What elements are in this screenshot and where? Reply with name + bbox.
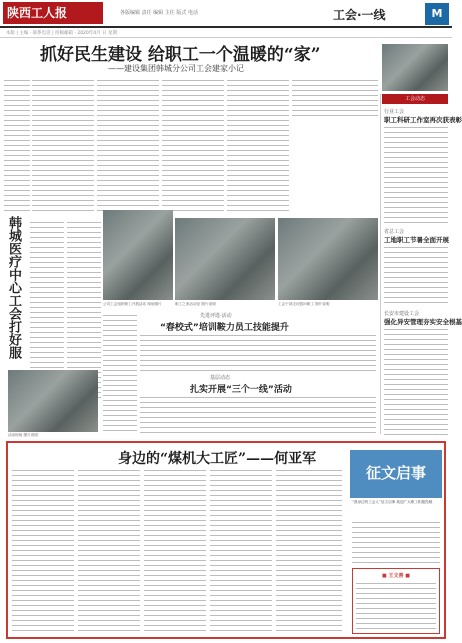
brief-3-title: 强化异安管理夯实安全根基 [384, 318, 462, 326]
bottom-feature-col-1 [12, 468, 74, 634]
brief-2-title: 工地职工节暑全面开展 [384, 236, 449, 244]
photo-1 [103, 210, 173, 300]
photo-4 [8, 370, 98, 432]
brief-2-kicker: 省总工会 [384, 229, 405, 235]
brief-1-kicker: 行业工会 [384, 109, 405, 115]
brief-2-body [384, 245, 448, 305]
photo-caption-2: 职工之家活动室 图片说明 [175, 302, 216, 306]
left-feature-text-top [4, 78, 30, 213]
zhengwen-subtext: “我身边的工会人”征文启事 欢迎广大职工积极投稿 [352, 500, 433, 504]
photo-caption-1: 公司工会组织职工开展活动 现场图片 [103, 302, 162, 306]
photo-caption-3: 工会干部走访慰问职工 图片说明 [278, 302, 330, 306]
photo-3 [278, 218, 378, 300]
main-article-col-1 [32, 78, 94, 213]
bottom-feature-col-5 [276, 468, 342, 634]
section-name: 工会·一线 [333, 8, 386, 22]
right-column-rule [380, 94, 381, 434]
main-article-col-4 [227, 78, 289, 213]
mid-article-2-body [140, 395, 376, 435]
main-subheadline: ——建设集团韩城分公司工会建家小记 [108, 64, 244, 73]
bottom-feature-col-4 [210, 468, 272, 634]
photo-2 [175, 218, 275, 300]
subhead-bar: 本版 | 主编 · 联系电话 | 投稿邮箱 · 2020年4月 日 星期 [0, 30, 452, 38]
mid-article-1-kicker: 先进评选·活动 [200, 313, 232, 319]
mid-article-2-kicker: 基层动态 [210, 375, 231, 381]
right-column-header: 工会动态 [382, 94, 448, 104]
bottom-feature-title: 身边的“煤机大工匠”——何亚军 [118, 451, 317, 467]
photo-top-right [382, 44, 448, 91]
bottom-feature-col-3 [144, 468, 206, 634]
mid-article-1-title: “春校式”培训鞍力员工技能提升 [160, 323, 289, 333]
zhengwen-body [352, 520, 440, 564]
brief-1-body [384, 125, 448, 223]
brief-3-body [384, 327, 448, 435]
issue-line: 各版编辑 责任 编辑 主任 版式 电话 [120, 10, 198, 16]
contributor-box-title: ■ 王文善 ■ [382, 573, 410, 579]
zhengwen-banner: 征文启事 [350, 450, 442, 498]
brief-1-title: 职工科研工作室再次获表彰 [384, 116, 462, 124]
main-article-col-3 [162, 78, 224, 213]
brief-3-kicker: 长安市建设工会 [384, 311, 420, 317]
main-headline: 抓好民生建设 给职工一个温暖的“家” [40, 45, 321, 65]
main-article-col-5 [292, 78, 378, 118]
contributor-box-body [356, 581, 436, 629]
mid-article-2-title: 扎实开展“三个一线”活动 [190, 385, 292, 395]
mid-left-body [103, 313, 137, 433]
photo-caption-4: 活动现场 图片说明 [8, 433, 38, 437]
paper-name: 陕西工人报 [3, 2, 103, 24]
page-badge: M [425, 3, 449, 25]
bottom-feature-col-2 [78, 468, 140, 634]
mid-article-1-body [140, 333, 376, 371]
left-feature-vertical-title: 韩城医疗中心工会打好服 [6, 216, 21, 359]
main-article-col-2 [97, 78, 159, 213]
contributor-box [352, 568, 440, 634]
